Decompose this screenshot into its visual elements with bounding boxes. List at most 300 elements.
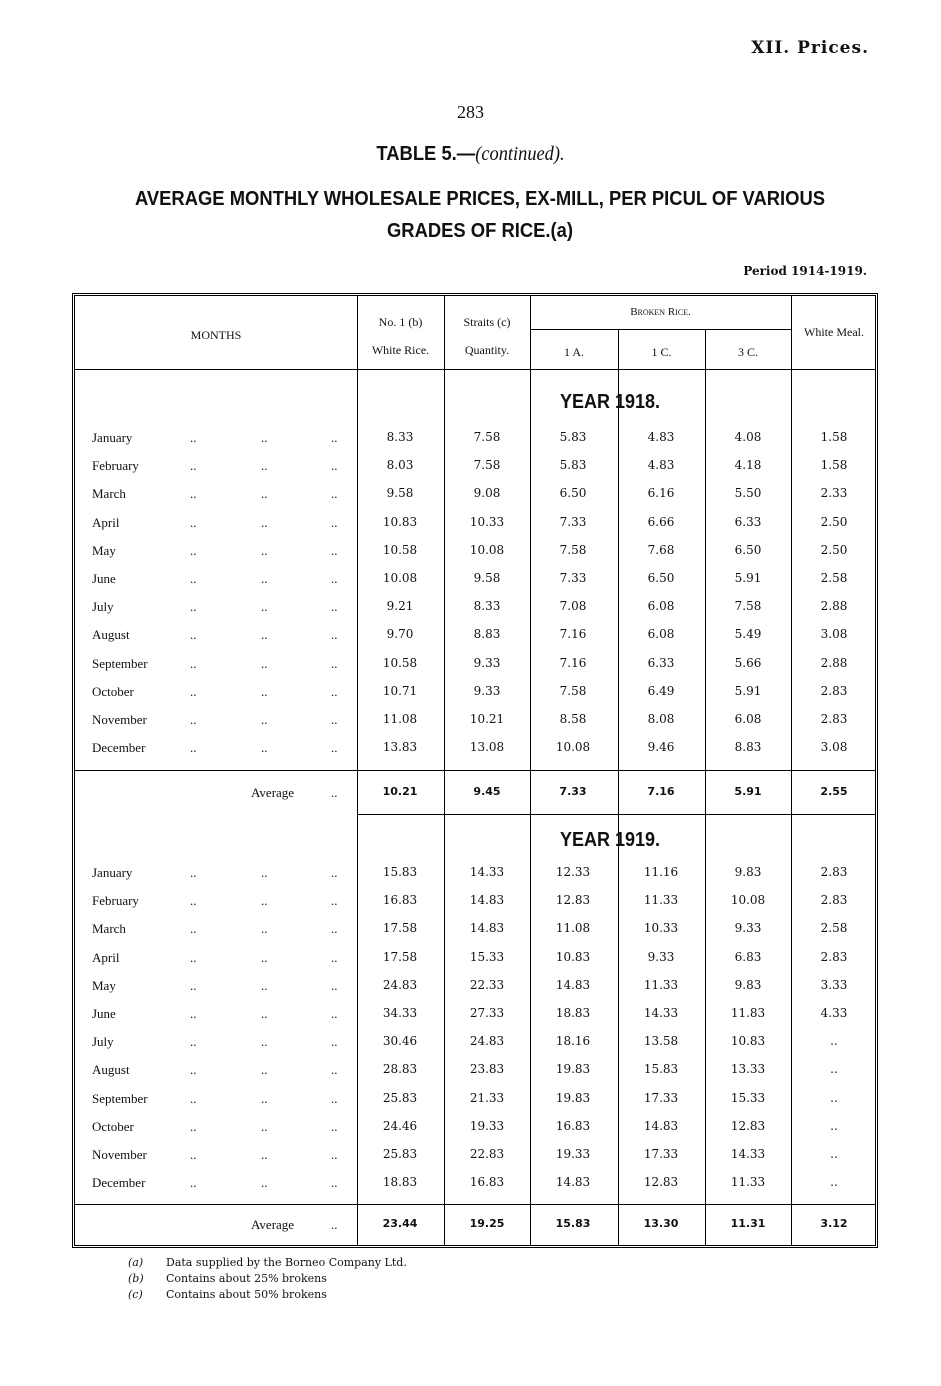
price-cell: 2.58 bbox=[820, 571, 848, 585]
price-cell: 13.83 bbox=[382, 740, 418, 755]
leader-dots: .. bbox=[331, 430, 338, 445]
price-cell: 17.58 bbox=[382, 921, 418, 936]
price-cell: 14.83 bbox=[469, 921, 505, 936]
table-row bbox=[75, 1062, 881, 1090]
price-cell: 2.33 bbox=[820, 486, 848, 501]
table-row bbox=[75, 865, 881, 893]
average-label: Average bbox=[251, 785, 295, 800]
broken-rice-header: Broken Rice. bbox=[630, 306, 691, 318]
price-cell: 30.46 bbox=[382, 1034, 418, 1049]
price-cell: 7.16 bbox=[559, 627, 587, 642]
average-cell: 13.30 bbox=[643, 1217, 679, 1230]
price-cell: 7.58 bbox=[734, 599, 762, 614]
average-cell: 10.21 bbox=[382, 785, 418, 798]
price-cell: 34.33 bbox=[382, 1006, 418, 1020]
leader-dots: .. bbox=[190, 458, 197, 474]
leader-dots: .. bbox=[190, 740, 197, 756]
leader-dots: .. bbox=[331, 921, 338, 937]
leader-dots: .. bbox=[190, 599, 197, 615]
table-row bbox=[75, 740, 881, 768]
price-cell: 12.33 bbox=[555, 865, 591, 879]
leader-dots: .. bbox=[190, 571, 197, 586]
price-cell: 22.33 bbox=[469, 977, 505, 992]
price-cell: 12.83 bbox=[643, 1175, 679, 1190]
month-label: October bbox=[92, 1118, 134, 1134]
leader-dots: .. bbox=[261, 627, 268, 643]
price-cell: .. bbox=[830, 1090, 838, 1105]
footnote-key: (c) bbox=[128, 1288, 143, 1301]
price-cell: 8.33 bbox=[386, 430, 414, 444]
price-cell: 24.46 bbox=[382, 1118, 418, 1133]
month-label: January bbox=[92, 430, 133, 445]
price-cell: 18.83 bbox=[382, 1175, 418, 1190]
footnote-text: Contains about 25% brokens bbox=[166, 1272, 327, 1285]
price-cell: 7.58 bbox=[473, 430, 501, 444]
price-cell: 14.83 bbox=[555, 1175, 591, 1190]
footnote-a bbox=[128, 1255, 407, 1271]
leader-dots: .. bbox=[331, 1034, 338, 1050]
leader-dots: .. bbox=[331, 542, 338, 558]
no1-header-bottom: White Rice. bbox=[371, 343, 430, 357]
leader-dots: .. bbox=[261, 1034, 268, 1050]
month-label: April bbox=[92, 514, 120, 530]
price-cell: 6.33 bbox=[647, 655, 675, 670]
footnote-key: (a) bbox=[128, 1256, 144, 1269]
table-row bbox=[75, 1119, 881, 1147]
broken-1c-header: 1 C. bbox=[651, 345, 672, 359]
price-cell: 10.71 bbox=[382, 683, 418, 698]
price-cell: 9.58 bbox=[473, 571, 501, 585]
price-cell: 14.83 bbox=[555, 977, 591, 992]
price-cell: 8.03 bbox=[386, 458, 414, 473]
price-cell: 10.08 bbox=[730, 893, 766, 908]
leader-dots: .. bbox=[190, 514, 197, 530]
price-cell: 2.50 bbox=[820, 542, 848, 557]
average-row bbox=[75, 1217, 881, 1245]
price-cell: 10.58 bbox=[382, 655, 418, 670]
price-cell: 19.33 bbox=[469, 1118, 505, 1133]
price-cell: 6.08 bbox=[647, 627, 675, 642]
price-cell: 9.33 bbox=[734, 921, 762, 936]
price-cell: 8.83 bbox=[734, 740, 762, 755]
price-cell: 25.83 bbox=[382, 1147, 418, 1161]
price-cell: 17.58 bbox=[382, 949, 418, 964]
price-cell: 10.33 bbox=[643, 921, 679, 936]
leader-dots: .. bbox=[331, 712, 338, 727]
leader-dots: .. bbox=[190, 1147, 197, 1162]
price-cell: 16.83 bbox=[555, 1118, 591, 1133]
price-cell: 14.83 bbox=[643, 1118, 679, 1133]
price-cell: 23.83 bbox=[469, 1062, 505, 1077]
price-cell: 10.08 bbox=[469, 542, 505, 557]
price-cell: 15.83 bbox=[643, 1062, 679, 1077]
price-cell: 7.58 bbox=[473, 458, 501, 473]
footnote-b bbox=[128, 1271, 407, 1287]
price-cell: 11.16 bbox=[643, 865, 679, 879]
month-label: October bbox=[92, 683, 134, 699]
price-cell: 17.33 bbox=[643, 1147, 679, 1161]
leader-dots: .. bbox=[190, 865, 197, 880]
average-cell: 9.45 bbox=[473, 785, 501, 798]
year-1918-label: YEAR 1918. bbox=[560, 391, 661, 413]
table-row bbox=[75, 1006, 881, 1034]
leader-dots: .. bbox=[190, 1175, 197, 1191]
month-label: February bbox=[92, 458, 139, 474]
table-row bbox=[75, 543, 881, 571]
month-label: August bbox=[92, 627, 130, 643]
price-cell: .. bbox=[830, 1175, 838, 1190]
leader-dots: .. bbox=[261, 486, 268, 502]
average-cell: 23.44 bbox=[382, 1217, 418, 1230]
average-rule bbox=[75, 1204, 875, 1205]
leader-dots: .. bbox=[261, 655, 268, 671]
leader-dots: .. bbox=[261, 1175, 268, 1191]
month-label: May bbox=[92, 977, 116, 993]
price-cell: 8.33 bbox=[473, 599, 501, 614]
leader-dots: .. bbox=[331, 1006, 338, 1021]
price-cell: 27.33 bbox=[469, 1006, 505, 1020]
price-cell: 5.50 bbox=[734, 486, 762, 501]
table-row bbox=[75, 684, 881, 712]
leader-dots: .. bbox=[331, 1062, 338, 1078]
leader-dots: .. bbox=[261, 514, 268, 530]
price-cell: 14.33 bbox=[469, 865, 505, 879]
leader-dots: .. bbox=[261, 865, 268, 880]
leader-dots: .. bbox=[261, 599, 268, 615]
average-row bbox=[75, 785, 881, 813]
price-cell: 10.21 bbox=[469, 712, 505, 726]
table-row bbox=[75, 571, 881, 599]
price-cell: 10.33 bbox=[469, 514, 505, 529]
price-cell: 10.83 bbox=[382, 514, 418, 529]
price-cell: 3.08 bbox=[820, 740, 848, 755]
table-row bbox=[75, 627, 881, 655]
page-number: 283 bbox=[457, 102, 484, 122]
month-label: September bbox=[92, 1090, 148, 1106]
average-cell: 3.12 bbox=[820, 1217, 848, 1230]
broken-1a-header: 1 A. bbox=[563, 345, 584, 359]
price-cell: 19.33 bbox=[555, 1147, 591, 1161]
year-1919-label: YEAR 1919. bbox=[560, 829, 661, 851]
price-cell: 5.83 bbox=[559, 458, 587, 473]
price-cell: .. bbox=[830, 1118, 838, 1133]
price-cell: 3.08 bbox=[820, 627, 848, 642]
price-cell: 7.68 bbox=[647, 542, 675, 557]
leader-dots: .. bbox=[261, 571, 268, 586]
price-cell: 9.83 bbox=[734, 865, 762, 879]
price-cell: 9.33 bbox=[647, 949, 675, 964]
price-cell: 15.33 bbox=[730, 1090, 766, 1105]
price-cell: 28.83 bbox=[382, 1062, 418, 1077]
price-cell: 9.83 bbox=[734, 977, 762, 992]
leader-dots: .. bbox=[190, 542, 197, 558]
leader-dots: .. bbox=[261, 1147, 268, 1162]
price-cell: .. bbox=[830, 1062, 838, 1077]
month-label: December bbox=[92, 1175, 146, 1191]
price-cell: 22.83 bbox=[469, 1147, 505, 1161]
leader-dots: .. bbox=[261, 1090, 268, 1106]
month-label: May bbox=[92, 542, 116, 558]
price-cell: 15.83 bbox=[382, 865, 418, 879]
price-cell: 9.21 bbox=[386, 599, 414, 614]
leader-dots: .. bbox=[190, 683, 197, 699]
price-cell: 2.50 bbox=[820, 514, 848, 529]
no1-header-top: No. 1 (b) bbox=[378, 315, 423, 329]
price-cell: 2.58 bbox=[820, 921, 848, 936]
footnote-c bbox=[128, 1287, 407, 1303]
average-cell: 15.83 bbox=[555, 1217, 591, 1230]
price-cell: 3.33 bbox=[820, 977, 848, 992]
leader-dots: .. bbox=[261, 1118, 268, 1134]
price-cell: 10.58 bbox=[382, 542, 418, 557]
leader-dots: .. bbox=[261, 1062, 268, 1078]
leader-dots: .. bbox=[261, 949, 268, 965]
average-cell: 7.16 bbox=[647, 785, 675, 798]
average-cell: 19.25 bbox=[469, 1217, 505, 1230]
price-cell: 21.33 bbox=[469, 1090, 505, 1105]
price-cell: 4.83 bbox=[647, 458, 675, 473]
price-cell: 24.83 bbox=[469, 1034, 505, 1049]
price-table bbox=[72, 293, 878, 1248]
leader-dots: .. bbox=[190, 893, 197, 909]
month-label: March bbox=[92, 486, 126, 502]
table-row bbox=[75, 1091, 881, 1119]
leader-dots: .. bbox=[190, 1006, 197, 1021]
leader-dots: .. bbox=[190, 486, 197, 502]
price-cell: 2.88 bbox=[820, 599, 848, 614]
price-cell: 7.33 bbox=[559, 514, 587, 529]
price-cell: 8.83 bbox=[473, 627, 501, 642]
leader-dots: .. bbox=[331, 1147, 338, 1162]
footnotes bbox=[128, 1255, 407, 1303]
leader-dots: .. bbox=[261, 977, 268, 993]
price-cell: 5.91 bbox=[734, 571, 762, 585]
table-row bbox=[75, 712, 881, 740]
footnote-text: Contains about 50% brokens bbox=[166, 1288, 327, 1301]
table-row bbox=[75, 656, 881, 684]
leader-dots: .. bbox=[331, 486, 338, 502]
price-cell: 9.46 bbox=[647, 740, 675, 755]
price-cell: 5.91 bbox=[734, 683, 762, 698]
month-label: February bbox=[92, 893, 139, 909]
price-cell: 7.16 bbox=[559, 655, 587, 670]
price-cell: 6.33 bbox=[734, 514, 762, 529]
price-cell: 11.33 bbox=[730, 1175, 766, 1190]
price-cell: 6.08 bbox=[647, 599, 675, 614]
price-cell: 4.33 bbox=[820, 1006, 848, 1020]
month-label: January bbox=[92, 865, 133, 880]
leader-dots: .. bbox=[190, 655, 197, 671]
price-cell: 9.33 bbox=[473, 683, 501, 698]
average-cell: 5.91 bbox=[734, 785, 762, 798]
average-cell: 11.31 bbox=[730, 1217, 766, 1230]
price-cell: 2.83 bbox=[820, 712, 848, 726]
leader-dots: .. bbox=[190, 949, 197, 965]
price-cell: 7.58 bbox=[559, 683, 587, 698]
table-title-continued: (continued). bbox=[475, 143, 565, 165]
price-cell: 6.50 bbox=[559, 486, 587, 501]
table-row bbox=[75, 978, 881, 1006]
price-cell: 8.08 bbox=[647, 712, 675, 726]
price-cell: 11.83 bbox=[730, 1006, 766, 1020]
leader-dots: .. bbox=[190, 430, 197, 445]
price-cell: 14.33 bbox=[643, 1006, 679, 1020]
price-cell: 25.83 bbox=[382, 1090, 418, 1105]
price-cell: 6.16 bbox=[647, 486, 675, 501]
price-cell: 1.58 bbox=[820, 430, 848, 444]
broken-rice-rule bbox=[530, 329, 791, 330]
leader-dots: .. bbox=[331, 785, 338, 800]
price-cell: 16.83 bbox=[382, 893, 418, 908]
leader-dots: .. bbox=[331, 740, 338, 756]
month-label: November bbox=[92, 712, 147, 727]
leader-dots: .. bbox=[190, 1034, 197, 1050]
price-cell: 2.88 bbox=[820, 655, 848, 670]
price-cell: 6.50 bbox=[647, 571, 675, 585]
price-cell: 18.83 bbox=[555, 1006, 591, 1020]
leader-dots: .. bbox=[190, 921, 197, 937]
table-row bbox=[75, 458, 881, 486]
leader-dots: .. bbox=[261, 542, 268, 558]
footnote-text: Data supplied by the Borneo Company Ltd. bbox=[166, 1256, 407, 1269]
price-cell: 2.83 bbox=[820, 949, 848, 964]
straits-header-bottom: Quantity. bbox=[464, 343, 510, 357]
price-cell: 11.08 bbox=[555, 921, 591, 936]
leader-dots: .. bbox=[261, 430, 268, 445]
leader-dots: .. bbox=[331, 1090, 338, 1106]
price-cell: 11.33 bbox=[643, 893, 679, 908]
price-cell: 10.08 bbox=[555, 740, 591, 755]
average-cell: 7.33 bbox=[559, 785, 587, 798]
month-label: August bbox=[92, 1062, 130, 1078]
leader-dots: .. bbox=[331, 949, 338, 965]
price-cell: 7.08 bbox=[559, 599, 587, 614]
price-cell: 9.70 bbox=[386, 627, 414, 642]
leader-dots: .. bbox=[261, 893, 268, 909]
price-cell: 17.33 bbox=[643, 1090, 679, 1105]
leader-dots: .. bbox=[190, 627, 197, 643]
month-label: June bbox=[92, 571, 116, 586]
period-label: Period 1914-1919. bbox=[743, 264, 867, 278]
leader-dots: .. bbox=[331, 865, 338, 880]
leader-dots: .. bbox=[190, 977, 197, 993]
month-label: June bbox=[92, 1006, 116, 1021]
leader-dots: .. bbox=[261, 458, 268, 474]
table-row bbox=[75, 599, 881, 627]
price-cell: 1.58 bbox=[820, 458, 848, 473]
month-label: November bbox=[92, 1147, 147, 1162]
average-rule bbox=[75, 770, 875, 771]
section-header: XII. Prices. bbox=[751, 38, 869, 58]
leader-dots: .. bbox=[331, 1175, 338, 1191]
straits-header-top: Straits (c) bbox=[463, 315, 511, 329]
price-cell: 9.08 bbox=[473, 486, 501, 501]
price-cell: 4.08 bbox=[734, 430, 762, 444]
months-header: MONTHS bbox=[190, 328, 242, 342]
leader-dots: .. bbox=[261, 683, 268, 699]
leader-dots: .. bbox=[331, 1217, 338, 1232]
leader-dots: .. bbox=[331, 1118, 338, 1134]
leader-dots: .. bbox=[190, 712, 197, 727]
broken-3c-header: 3 C. bbox=[737, 345, 758, 359]
price-cell: 6.49 bbox=[647, 683, 675, 698]
leader-dots: .. bbox=[261, 921, 268, 937]
price-cell: 8.58 bbox=[559, 712, 587, 726]
price-cell: 2.83 bbox=[820, 865, 848, 879]
price-cell: 7.58 bbox=[559, 542, 587, 557]
price-cell: 18.16 bbox=[555, 1034, 591, 1049]
price-cell: 10.08 bbox=[382, 571, 418, 585]
footnote-key: (b) bbox=[128, 1272, 144, 1285]
average-cell: 2.55 bbox=[820, 785, 848, 798]
leader-dots: .. bbox=[331, 514, 338, 530]
month-label: September bbox=[92, 655, 148, 671]
leader-dots: .. bbox=[331, 599, 338, 615]
average-label: Average bbox=[251, 1217, 295, 1232]
price-cell: .. bbox=[830, 1034, 838, 1049]
table-subtitle: AVERAGE MONTHLY WHOLESALE PRICES, EX-MILL, PER PICUL OF VARIOUS GRADES OF RICE.(a) bbox=[134, 188, 826, 242]
price-cell: 19.83 bbox=[555, 1062, 591, 1077]
table-row bbox=[75, 1175, 881, 1203]
leader-dots: .. bbox=[261, 1006, 268, 1021]
price-cell: 5.83 bbox=[559, 430, 587, 444]
section-rule bbox=[357, 814, 875, 815]
price-cell: 15.33 bbox=[469, 949, 505, 964]
leader-dots: .. bbox=[190, 1090, 197, 1106]
month-label: December bbox=[92, 740, 146, 756]
table-row bbox=[75, 950, 881, 978]
leader-dots: .. bbox=[331, 458, 338, 474]
price-cell: 13.08 bbox=[469, 740, 505, 755]
leader-dots: .. bbox=[331, 627, 338, 643]
price-cell: 10.83 bbox=[555, 949, 591, 964]
price-cell: 6.08 bbox=[734, 712, 762, 726]
price-cell: 11.08 bbox=[382, 712, 418, 726]
leader-dots: .. bbox=[331, 571, 338, 586]
price-cell: 12.83 bbox=[730, 1118, 766, 1133]
price-cell: 4.83 bbox=[647, 430, 675, 444]
price-cell: 10.83 bbox=[730, 1034, 766, 1049]
table-row bbox=[75, 486, 881, 514]
month-label: July bbox=[92, 599, 114, 615]
table-row bbox=[75, 515, 881, 543]
price-cell: 19.83 bbox=[555, 1090, 591, 1105]
price-cell: 11.33 bbox=[643, 977, 679, 992]
price-cell: 14.83 bbox=[469, 893, 505, 908]
price-cell: 14.33 bbox=[730, 1147, 766, 1161]
month-label: April bbox=[92, 949, 120, 965]
price-cell: 9.33 bbox=[473, 655, 501, 670]
price-cell: 2.83 bbox=[820, 893, 848, 908]
price-cell: 5.49 bbox=[734, 627, 762, 642]
table-row bbox=[75, 1034, 881, 1062]
table-row bbox=[75, 893, 881, 921]
price-cell: 2.83 bbox=[820, 683, 848, 698]
price-cell: 4.18 bbox=[734, 458, 762, 473]
price-cell: 6.66 bbox=[647, 514, 675, 529]
price-cell: 16.83 bbox=[469, 1175, 505, 1190]
header-rule bbox=[75, 369, 875, 370]
price-cell: 13.58 bbox=[643, 1034, 679, 1049]
leader-dots: .. bbox=[331, 893, 338, 909]
leader-dots: .. bbox=[261, 740, 268, 756]
price-cell: 12.83 bbox=[555, 893, 591, 908]
leader-dots: .. bbox=[331, 655, 338, 671]
month-label: March bbox=[92, 921, 126, 937]
table-row bbox=[75, 430, 881, 458]
price-cell: .. bbox=[830, 1147, 838, 1161]
price-cell: 24.83 bbox=[382, 977, 418, 992]
